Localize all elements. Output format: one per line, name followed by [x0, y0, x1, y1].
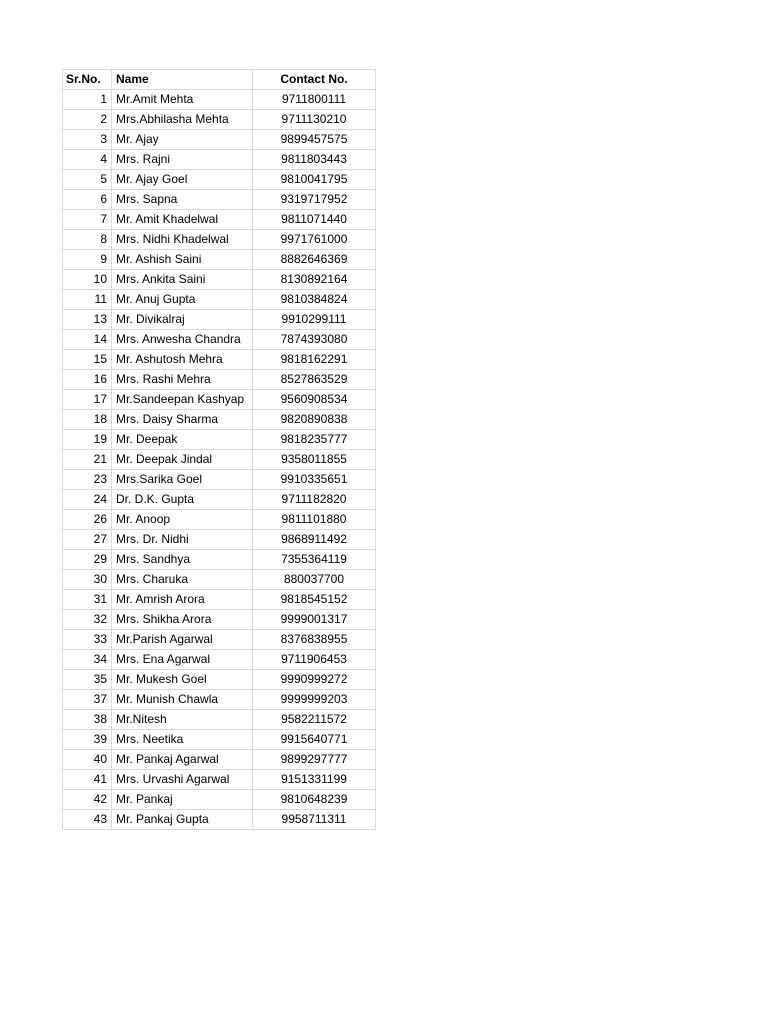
name-cell: Mr. Pankaj Agarwal [112, 750, 253, 770]
sr-no-cell: 14 [63, 330, 112, 350]
contact-no-cell: 8882646369 [253, 250, 376, 270]
sr-no-cell: 42 [63, 790, 112, 810]
name-cell: Mr.Amit Mehta [112, 90, 253, 110]
sr-no-cell: 18 [63, 410, 112, 430]
contact-no-cell: 9560908534 [253, 390, 376, 410]
sr-no-cell: 35 [63, 670, 112, 690]
contact-sheet [62, 69, 376, 830]
table-row [63, 450, 376, 470]
contact-no-cell: 9910299111 [253, 310, 376, 330]
name-cell: Mrs. Daisy Sharma [112, 410, 253, 430]
name-cell: Dr. D.K. Gupta [112, 490, 253, 510]
sr-no-cell: 17 [63, 390, 112, 410]
table-row [63, 650, 376, 670]
contact-no-cell: 9818545152 [253, 590, 376, 610]
table-row [63, 590, 376, 610]
contact-no-cell: 9711906453 [253, 650, 376, 670]
contact-no-cell: 9358011855 [253, 450, 376, 470]
contact-no-cell: 9711130210 [253, 110, 376, 130]
name-cell: Mr. Deepak [112, 430, 253, 450]
sr-no-cell: 16 [63, 370, 112, 390]
table-row [63, 510, 376, 530]
sr-no-cell: 13 [63, 310, 112, 330]
sr-no-cell: 4 [63, 150, 112, 170]
name-cell: Mrs. Ena Agarwal [112, 650, 253, 670]
header-name: Name [112, 70, 253, 90]
contact-no-cell: 9999999203 [253, 690, 376, 710]
sr-no-cell: 31 [63, 590, 112, 610]
table-row [63, 150, 376, 170]
table-row [63, 690, 376, 710]
contact-no-cell: 9711182820 [253, 490, 376, 510]
sr-no-cell: 30 [63, 570, 112, 590]
contact-no-cell: 9915640771 [253, 730, 376, 750]
contact-no-cell: 9810384824 [253, 290, 376, 310]
name-cell: Mrs. Dr. Nidhi [112, 530, 253, 550]
table-row [63, 350, 376, 370]
contact-table [62, 69, 376, 830]
contact-no-cell: 9811101880 [253, 510, 376, 530]
table-row [63, 210, 376, 230]
contact-no-cell: 8376838955 [253, 630, 376, 650]
name-cell: Mr. Pankaj Gupta [112, 810, 253, 830]
contact-no-cell: 9868911492 [253, 530, 376, 550]
name-cell: Mr. Amit Khadelwal [112, 210, 253, 230]
table-row [63, 430, 376, 450]
sr-no-cell: 43 [63, 810, 112, 830]
name-cell: Mr. Anoop [112, 510, 253, 530]
sr-no-cell: 29 [63, 550, 112, 570]
name-cell: Mr. Ashutosh Mehra [112, 350, 253, 370]
contact-no-cell: 9990999272 [253, 670, 376, 690]
sr-no-cell: 5 [63, 170, 112, 190]
table-row [63, 370, 376, 390]
header-contact-no: Contact No. [253, 70, 376, 90]
name-cell: Mr. Anuj Gupta [112, 290, 253, 310]
table-row [63, 410, 376, 430]
table-row [63, 790, 376, 810]
contact-no-cell: 9899457575 [253, 130, 376, 150]
table-row [63, 710, 376, 730]
contact-no-cell: 8527863529 [253, 370, 376, 390]
table-body [63, 90, 376, 830]
table-row [63, 390, 376, 410]
contact-no-cell: 9811071440 [253, 210, 376, 230]
table-row [63, 90, 376, 110]
contact-no-cell: 7355364119 [253, 550, 376, 570]
name-cell: Mrs. Neetika [112, 730, 253, 750]
name-cell: Mr. Amrish Arora [112, 590, 253, 610]
sr-no-cell: 34 [63, 650, 112, 670]
sr-no-cell: 39 [63, 730, 112, 750]
table-row [63, 130, 376, 150]
sr-no-cell: 15 [63, 350, 112, 370]
sr-no-cell: 6 [63, 190, 112, 210]
name-cell: Mr.Sandeepan Kashyap [112, 390, 253, 410]
name-cell: Mr.Parish Agarwal [112, 630, 253, 650]
name-cell: Mrs.Sarika Goel [112, 470, 253, 490]
table-row [63, 730, 376, 750]
sr-no-cell: 21 [63, 450, 112, 470]
contact-no-cell: 7874393080 [253, 330, 376, 350]
table-row [63, 290, 376, 310]
contact-no-cell: 9810648239 [253, 790, 376, 810]
sr-no-cell: 11 [63, 290, 112, 310]
table-row [63, 630, 376, 650]
name-cell: Mrs.Abhilasha Mehta [112, 110, 253, 130]
contact-no-cell: 9711800111 [253, 90, 376, 110]
table-row [63, 770, 376, 790]
sr-no-cell: 32 [63, 610, 112, 630]
contact-no-cell: 9810041795 [253, 170, 376, 190]
contact-no-cell: 9818162291 [253, 350, 376, 370]
name-cell: Mr. Deepak Jindal [112, 450, 253, 470]
sr-no-cell: 9 [63, 250, 112, 270]
contact-no-cell: 9971761000 [253, 230, 376, 250]
table-row [63, 270, 376, 290]
name-cell: Mr. Pankaj [112, 790, 253, 810]
header-sr-no: Sr.No. [63, 70, 112, 90]
name-cell: Mrs. Rajni [112, 150, 253, 170]
contact-no-cell: 9811803443 [253, 150, 376, 170]
sr-no-cell: 7 [63, 210, 112, 230]
sr-no-cell: 33 [63, 630, 112, 650]
table-row [63, 570, 376, 590]
name-cell: Mrs. Anwesha Chandra [112, 330, 253, 350]
name-cell: Mr. Ajay [112, 130, 253, 150]
sr-no-cell: 19 [63, 430, 112, 450]
table-row [63, 230, 376, 250]
contact-no-cell: 880037700 [253, 570, 376, 590]
contact-no-cell: 9818235777 [253, 430, 376, 450]
sr-no-cell: 1 [63, 90, 112, 110]
name-cell: Mr. Ajay Goel [112, 170, 253, 190]
contact-no-cell: 9820890838 [253, 410, 376, 430]
name-cell: Mr.Nitesh [112, 710, 253, 730]
table-row [63, 550, 376, 570]
table-row [63, 750, 376, 770]
name-cell: Mrs. Charuka [112, 570, 253, 590]
contact-no-cell: 9958711311 [253, 810, 376, 830]
table-row [63, 250, 376, 270]
contact-no-cell: 9151331199 [253, 770, 376, 790]
sr-no-cell: 8 [63, 230, 112, 250]
sr-no-cell: 23 [63, 470, 112, 490]
name-cell: Mrs. Sandhya [112, 550, 253, 570]
table-row [63, 330, 376, 350]
table-row [63, 610, 376, 630]
table-row [63, 170, 376, 190]
name-cell: Mrs. Ankita Saini [112, 270, 253, 290]
table-row [63, 810, 376, 830]
name-cell: Mr. Divikalraj [112, 310, 253, 330]
sr-no-cell: 24 [63, 490, 112, 510]
table-row [63, 110, 376, 130]
table-row [63, 530, 376, 550]
sr-no-cell: 10 [63, 270, 112, 290]
sr-no-cell: 38 [63, 710, 112, 730]
contact-no-cell: 9910335651 [253, 470, 376, 490]
name-cell: Mrs. Urvashi Agarwal [112, 770, 253, 790]
sr-no-cell: 41 [63, 770, 112, 790]
table-row [63, 190, 376, 210]
name-cell: Mrs. Rashi Mehra [112, 370, 253, 390]
contact-no-cell: 9899297777 [253, 750, 376, 770]
header-row [63, 70, 376, 90]
name-cell: Mr. Munish Chawla [112, 690, 253, 710]
sr-no-cell: 37 [63, 690, 112, 710]
name-cell: Mr. Ashish Saini [112, 250, 253, 270]
table-row [63, 310, 376, 330]
contact-no-cell: 9582211572 [253, 710, 376, 730]
table-row [63, 490, 376, 510]
table-row [63, 470, 376, 490]
name-cell: Mrs. Nidhi Khadelwal [112, 230, 253, 250]
table-row [63, 670, 376, 690]
sr-no-cell: 27 [63, 530, 112, 550]
contact-no-cell: 8130892164 [253, 270, 376, 290]
name-cell: Mrs. Shikha Arora [112, 610, 253, 630]
sr-no-cell: 2 [63, 110, 112, 130]
sr-no-cell: 40 [63, 750, 112, 770]
name-cell: Mr. Mukesh Goel [112, 670, 253, 690]
contact-no-cell: 9319717952 [253, 190, 376, 210]
sr-no-cell: 3 [63, 130, 112, 150]
contact-no-cell: 9999001317 [253, 610, 376, 630]
sr-no-cell: 26 [63, 510, 112, 530]
name-cell: Mrs. Sapna [112, 190, 253, 210]
